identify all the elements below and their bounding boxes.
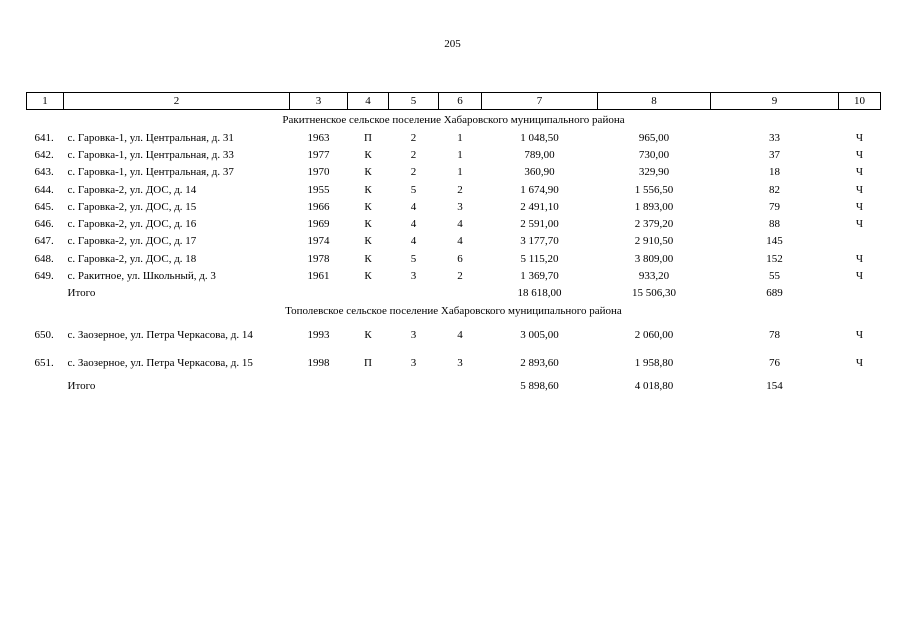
total-label: Итого	[67, 287, 96, 300]
floors-cell: 2	[410, 148, 417, 161]
column-header: 6	[439, 93, 482, 110]
entrances-cell: 6	[457, 252, 463, 265]
total-area-cell: 2 893,60	[520, 356, 559, 369]
entrances-cell: 2	[457, 270, 463, 283]
residents-cell: 18	[769, 166, 780, 179]
address-cell: с. Гаровка-1, ул. Центральная, д. 37	[67, 166, 234, 179]
total-area-cell: 2 491,10	[520, 200, 559, 213]
year-cell: 1966	[307, 200, 330, 213]
page-number: 205	[444, 38, 461, 50]
column-header: 2	[64, 93, 290, 110]
total-area-cell: 5 115,20	[520, 252, 559, 265]
residents-cell: 79	[769, 200, 780, 213]
floors-cell: 2	[410, 166, 417, 179]
address-cell: с. Гаровка-2, ул. ДОС, д. 18	[67, 252, 197, 265]
residents-sum: 154	[766, 379, 783, 392]
empty-cell	[290, 377, 348, 394]
floors-cell: 4	[410, 218, 417, 231]
living-area-cell: 2 379,20	[634, 218, 674, 231]
floors-cell: 4	[410, 235, 417, 248]
living-area-cell: 2 910,50	[634, 235, 674, 248]
year-cell: 1955	[307, 183, 330, 196]
material-cell: К	[364, 218, 372, 231]
total-area-cell: 789,00	[524, 148, 555, 161]
residents-cell: 145	[766, 235, 783, 248]
floors-cell: 4	[410, 200, 417, 213]
living-area-sum: 15 506,30	[632, 287, 676, 300]
empty-cell	[290, 285, 348, 302]
entrances-cell: 4	[457, 328, 463, 341]
material-cell: К	[364, 252, 372, 265]
year-cell: 1978	[307, 252, 330, 265]
mark-cell: Ч	[855, 183, 864, 196]
table-row	[27, 181, 881, 198]
year-cell: 1961	[307, 270, 330, 283]
total-area-cell: 3 177,70	[520, 235, 559, 248]
entrances-cell: 4	[457, 218, 463, 231]
mark-cell: Ч	[855, 148, 864, 161]
table-row	[27, 129, 881, 146]
total-row	[27, 285, 881, 302]
residents-sum: 689	[766, 287, 783, 300]
entrances-cell: 4	[457, 235, 463, 248]
row-number: 648.	[34, 252, 54, 265]
material-cell: П	[364, 131, 372, 144]
entrances-cell: 1	[457, 148, 463, 161]
empty-cell	[439, 377, 482, 394]
empty-cell	[348, 377, 389, 394]
year-cell: 1998	[307, 356, 330, 369]
material-cell: К	[364, 166, 372, 179]
address-cell: с. Гаровка-2, ул. ДОС, д. 14	[67, 183, 197, 196]
total-area-cell: 3 005,00	[520, 328, 559, 341]
address-cell: с. Ракитное, ул. Школьный, д. 3	[67, 270, 216, 283]
residents-cell: 152	[766, 252, 783, 265]
table-row	[27, 146, 881, 163]
housing-table	[26, 92, 881, 394]
material-cell: К	[364, 270, 372, 283]
section-title: Тополевское сельское поселение Хабаровского муниципального района	[285, 305, 622, 318]
material-cell: К	[364, 148, 372, 161]
floors-cell: 5	[410, 183, 417, 196]
material-cell: К	[364, 183, 372, 196]
column-header: 3	[290, 93, 348, 110]
total-label: Итого	[67, 379, 96, 392]
table-row	[27, 321, 881, 349]
empty-cell	[839, 377, 881, 394]
total-area-cell: 360,90	[524, 166, 555, 179]
entrances-cell: 2	[457, 183, 463, 196]
mark-cell: Ч	[855, 218, 864, 231]
empty-cell	[348, 285, 389, 302]
table-row	[27, 349, 881, 377]
mark-cell: Ч	[855, 356, 864, 369]
year-cell: 1969	[307, 218, 330, 231]
address-cell: с. Гаровка-1, ул. Центральная, д. 31	[67, 131, 234, 144]
address-cell: с. Гаровка-2, ул. ДОС, д. 17	[67, 235, 197, 248]
entrances-cell: 1	[457, 166, 463, 179]
row-number: 650.	[34, 328, 54, 341]
section-title: Ракитненское сельское поселение Хабаровского муниципального района	[282, 113, 625, 126]
total-area-cell: 1 674,90	[520, 183, 559, 196]
column-number-row	[27, 93, 881, 110]
row-number: 651.	[34, 356, 54, 369]
column-header: 7	[482, 93, 598, 110]
row-number: 644.	[34, 183, 54, 196]
mark-cell: Ч	[855, 131, 864, 144]
column-header: 4	[348, 93, 389, 110]
table-row	[27, 267, 881, 284]
empty-cell	[439, 285, 482, 302]
row-number: 643.	[34, 166, 54, 179]
row-number: 647.	[34, 235, 54, 248]
table-body	[27, 110, 881, 395]
column-header: 10	[839, 93, 881, 110]
section-header-row	[27, 110, 881, 130]
residents-cell: 37	[769, 148, 780, 161]
empty-cell	[839, 285, 881, 302]
row-number: 646.	[34, 218, 54, 231]
year-cell: 1977	[307, 148, 330, 161]
address-cell: с. Заозерное, ул. Петра Черкасова, д. 14	[67, 328, 253, 341]
total-area-cell: 1 048,50	[520, 131, 559, 144]
row-number: 649.	[34, 270, 54, 283]
row-number: 641.	[34, 131, 54, 144]
column-header: 5	[389, 93, 439, 110]
floors-cell: 5	[410, 252, 417, 265]
floors-cell: 2	[410, 131, 417, 144]
column-header: 9	[711, 93, 839, 110]
mark-cell: Ч	[855, 328, 864, 341]
table-row	[27, 198, 881, 215]
row-number: 642.	[34, 148, 54, 161]
floors-cell: 3	[410, 356, 417, 369]
total-area-sum: 5 898,60	[520, 379, 559, 392]
entrances-cell: 3	[457, 356, 463, 369]
year-cell: 1970	[307, 166, 330, 179]
living-area-cell: 329,90	[638, 166, 670, 179]
total-area-sum: 18 618,00	[517, 287, 562, 300]
section-header-row	[27, 302, 881, 321]
mark-cell: Ч	[855, 200, 864, 213]
empty-cell	[389, 285, 439, 302]
entrances-cell: 3	[457, 200, 463, 213]
living-area-cell: 1 958,80	[634, 356, 674, 369]
material-cell: П	[364, 356, 372, 369]
address-cell: с. Гаровка-2, ул. ДОС, д. 15	[67, 200, 197, 213]
material-cell: К	[364, 328, 372, 341]
address-cell: с. Гаровка-2, ул. ДОС, д. 16	[67, 218, 197, 231]
mark-cell: Ч	[855, 252, 864, 265]
empty-cell	[27, 377, 64, 394]
year-cell: 1974	[307, 235, 330, 248]
column-header: 1	[27, 93, 64, 110]
total-area-cell: 2 591,00	[520, 218, 559, 231]
floors-cell: 3	[410, 270, 417, 283]
residents-cell: 76	[769, 356, 780, 369]
table-row	[27, 164, 881, 181]
material-cell: К	[364, 235, 372, 248]
residents-cell: 82	[769, 183, 780, 196]
residents-cell: 55	[769, 270, 780, 283]
mark-cell	[839, 233, 881, 250]
living-area-cell: 2 060,00	[634, 328, 674, 341]
living-area-cell: 730,00	[638, 148, 670, 161]
year-cell: 1963	[307, 131, 330, 144]
address-cell: с. Гаровка-1, ул. Центральная, д. 33	[67, 148, 234, 161]
empty-cell	[389, 377, 439, 394]
address-cell: с. Заозерное, ул. Петра Черкасова, д. 15	[67, 356, 253, 369]
living-area-cell: 965,00	[638, 131, 670, 144]
living-area-sum: 4 018,80	[634, 379, 674, 392]
table-row	[27, 250, 881, 267]
mark-cell: Ч	[855, 270, 864, 283]
table-row	[27, 215, 881, 232]
residents-cell: 33	[769, 131, 780, 144]
empty-cell	[27, 285, 64, 302]
floors-cell: 3	[410, 328, 417, 341]
column-header: 8	[598, 93, 711, 110]
row-number: 645.	[34, 200, 54, 213]
year-cell: 1993	[307, 328, 330, 341]
living-area-cell: 933,20	[638, 270, 670, 283]
living-area-cell: 1 893,00	[634, 200, 674, 213]
living-area-cell: 1 556,50	[634, 183, 674, 196]
living-area-cell: 3 809,00	[634, 252, 674, 265]
total-area-cell: 1 369,70	[520, 270, 559, 283]
material-cell: К	[364, 200, 372, 213]
table-row	[27, 233, 881, 250]
residents-cell: 88	[769, 218, 780, 231]
entrances-cell: 1	[457, 131, 463, 144]
mark-cell: Ч	[855, 166, 864, 179]
residents-cell: 78	[769, 328, 780, 341]
total-row	[27, 377, 881, 394]
